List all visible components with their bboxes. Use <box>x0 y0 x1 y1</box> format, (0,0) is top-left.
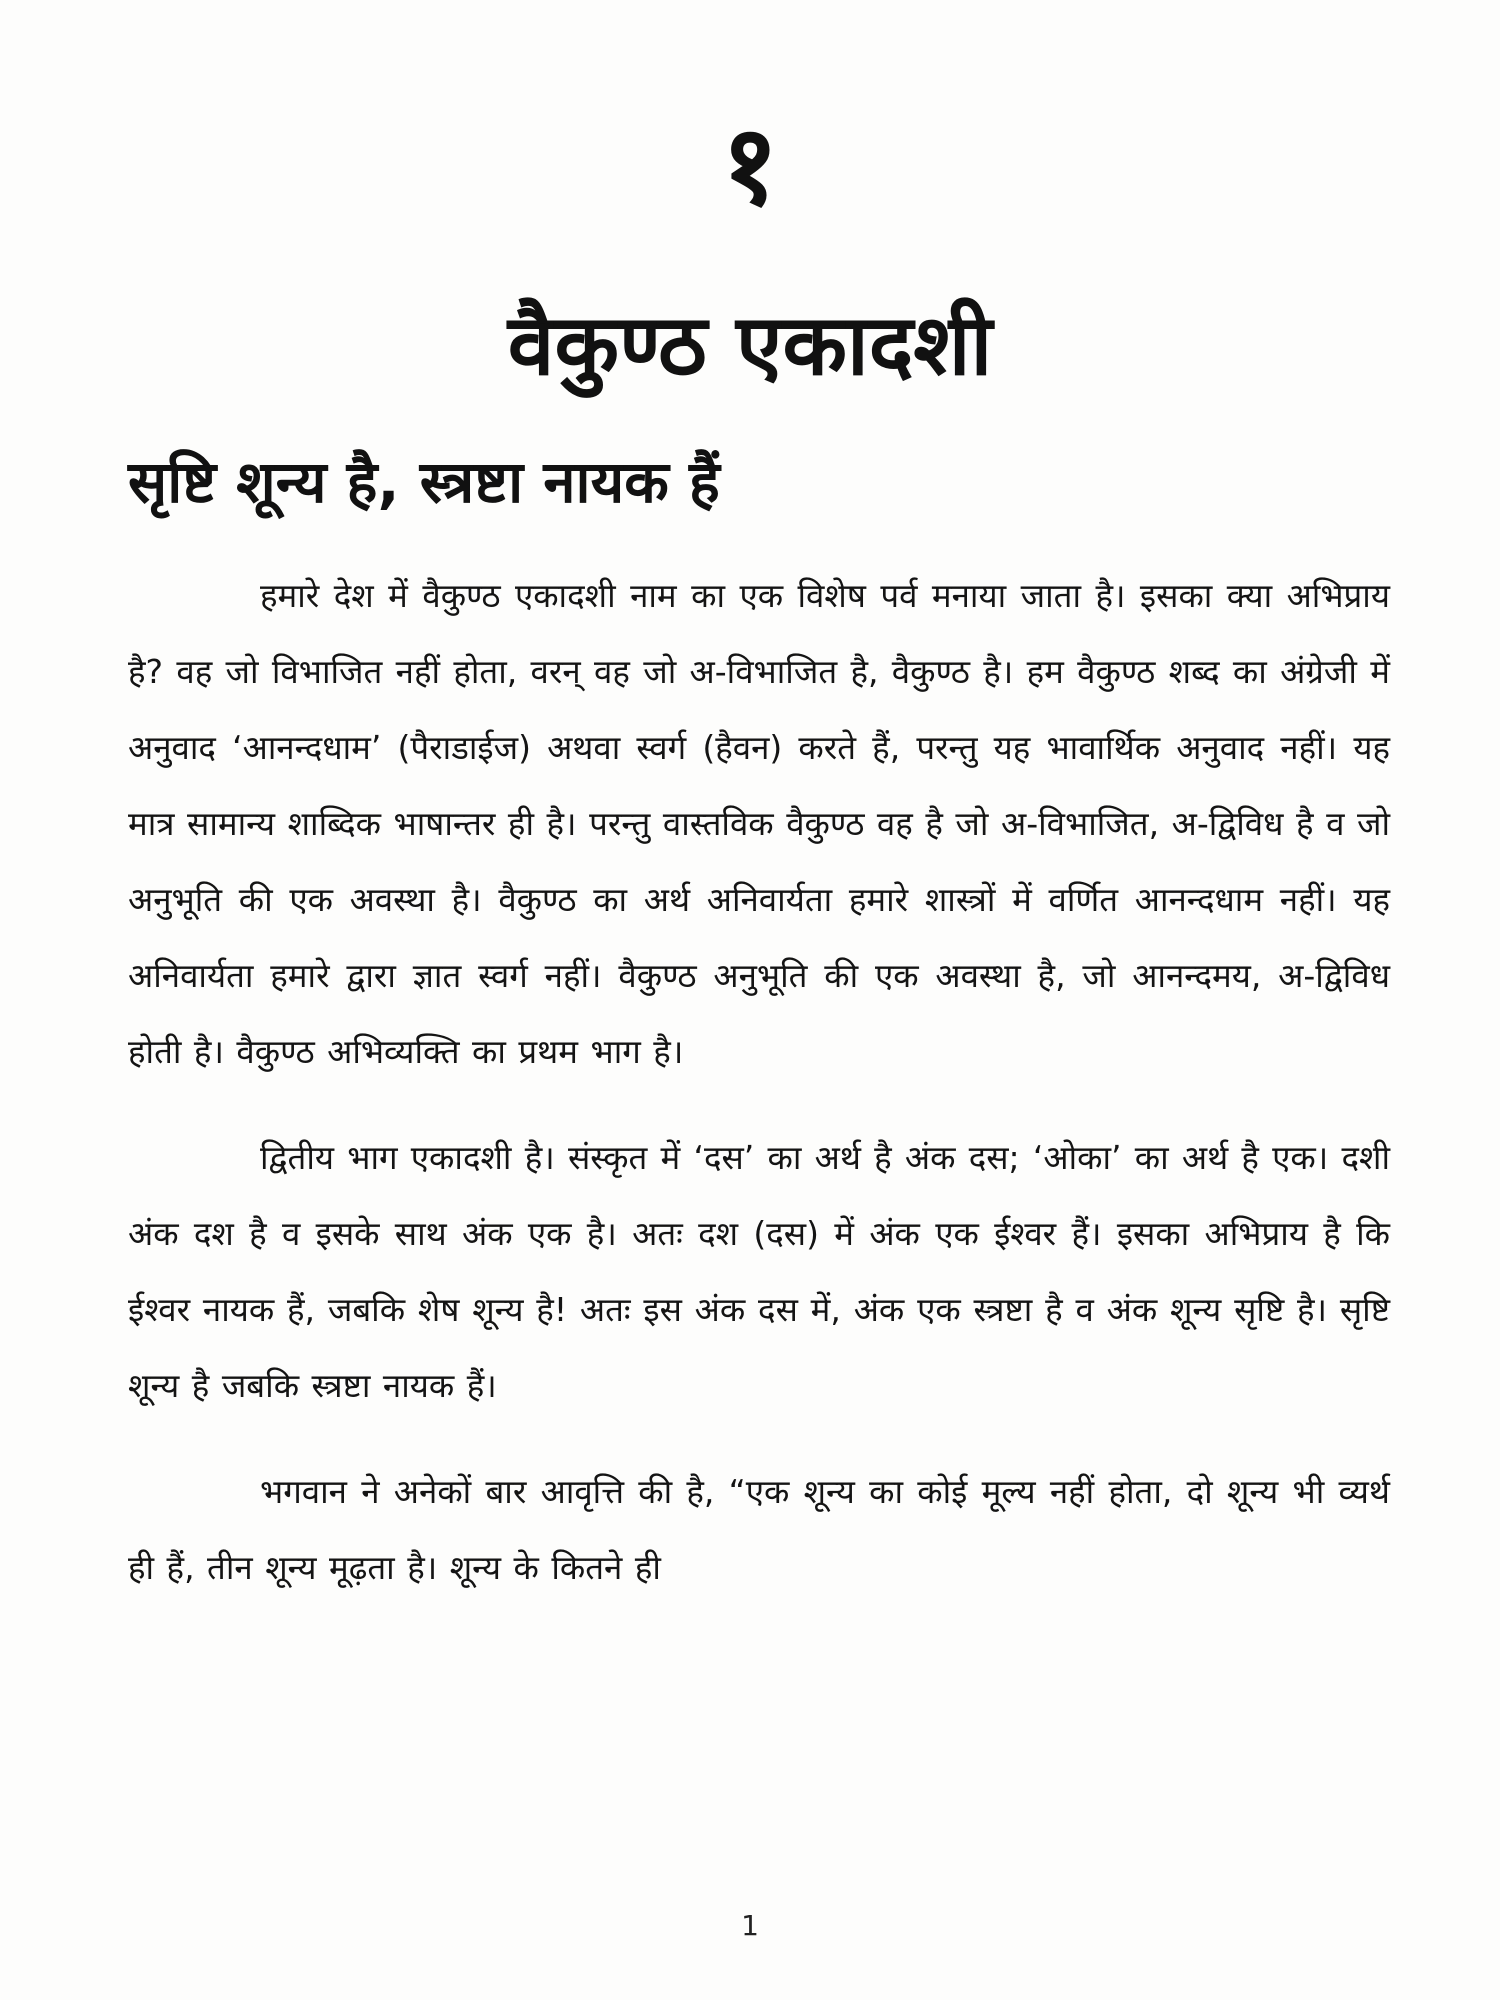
body-text <box>128 558 1390 1636</box>
section-heading: सृष्टि शून्य है, स्त्रष्टा नायक हैं <box>128 448 720 516</box>
page-number: 1 <box>741 1909 759 1942</box>
chapter-title: वैकुण्ठ एकादशी <box>507 296 993 394</box>
paragraph-3: भगवान ने अनेकों बार आवृत्ति की है, “एक शून्य का कोई मूल्य नहीं होता, दो शून्य भी व्यर्थ ही हैं, तीन शून्य मूढ़ता है। शून्य के कितने ही <box>128 1472 1390 1587</box>
paragraph-2: द्वितीय भाग एकादशी है। संस्कृत में ‘दस’ का अर्थ है अंक दस; ‘ओका’ का अर्थ है एक। दशी अंक दश है व इसके साथ अंक एक है। अतः दश (दस) में अंक एक ईश्वर हैं। इसका अभिप्राय है कि ईश्वर नायक हैं, जबकि शेष शून्य है! अतः इस अंक दस में, अंक एक स्त्रष्टा है व अंक शून्य सृष्टि है। सृष्टि शून्य है जबकि स्त्रष्टा नायक हैं। <box>128 1138 1390 1405</box>
chapter-number: १ <box>721 101 779 229</box>
paragraph-1: हमारे देश में वैकुण्ठ एकादशी नाम का एक विशेष पर्व मनाया जाता है। इसका क्या अभिप्राय है? वह जो विभाजित नहीं होता, वरन् वह जो अ-विभाजित है, वैकुण्ठ है। हम वैकुण्ठ शब्द का अंग्रेजी में अनुवाद ‘आनन्दधाम’ (पैराडाईज) अथवा स्वर्ग (हैवन) करते हैं, परन्तु यह भावार्थिक अनुवाद नहीं। यह मात्र सामान्य शाब्दिक भाषान्तर ही है। परन्तु वास्तविक वैकुण्ठ वह है जो अ-विभाजित, अ-द्विविध है व जो अनुभूति की एक अवस्था है। वैकुण्ठ का अर्थ अनिवार्यता हमारे शास्त्रों में वर्णित आनन्दधाम नहीं। यह अनिवार्यता हमारे द्वारा ज्ञात स्वर्ग नहीं। वैकुण्ठ अनुभूति की एक अवस्था है, जो आनन्दमय, अ-द्विविध होती है। वैकुण्ठ अभिव्यक्ति का प्रथम भाग है। <box>128 576 1390 1071</box>
